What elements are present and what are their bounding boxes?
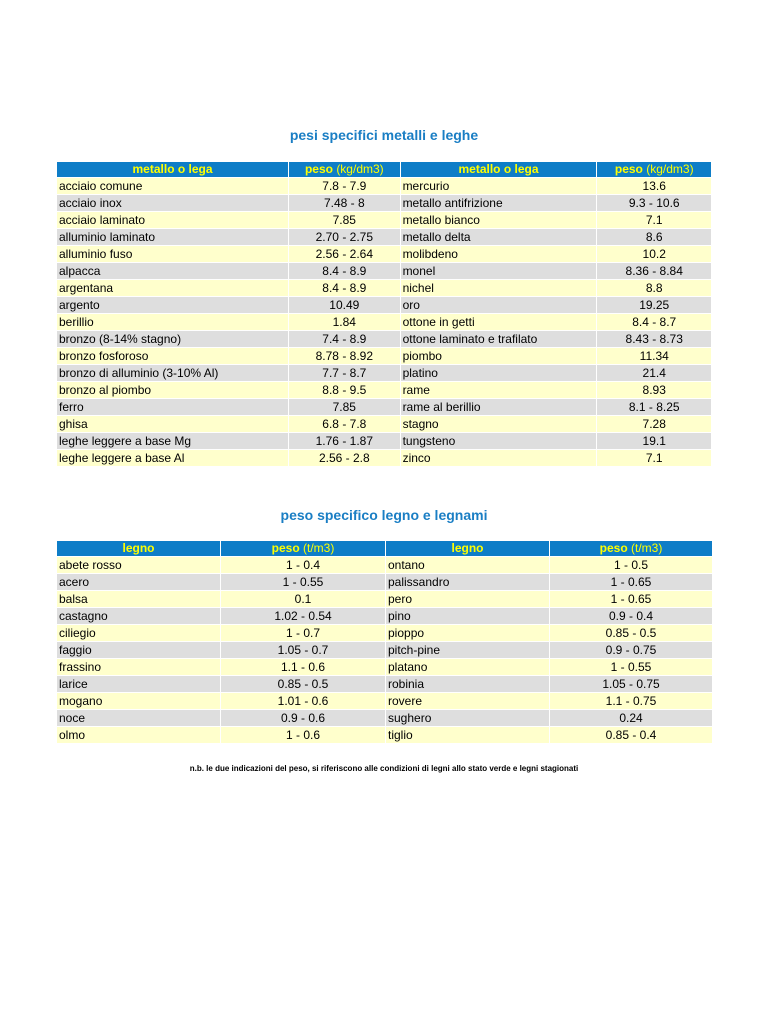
material-name-cell: leghe leggere a base Mg [57, 432, 288, 449]
header-wood-name: legno [57, 540, 220, 556]
material-name-cell: castagno [57, 607, 220, 624]
table-header-row [57, 161, 711, 177]
header-metal-name: metallo o lega [57, 161, 288, 177]
table-row [57, 177, 711, 194]
header-wood-name: legno [386, 540, 549, 556]
table-row [57, 228, 711, 245]
table-row [57, 590, 712, 607]
weight-cell: 1 - 0.4 [221, 556, 385, 573]
material-name-cell: bronzo di alluminio (3-10% Al) [57, 364, 288, 381]
weight-cell: 1.84 [289, 313, 400, 330]
weight-cell: 1.1 - 0.6 [221, 658, 385, 675]
table-row [57, 641, 712, 658]
material-name-cell: ottone laminato e trafilato [401, 330, 597, 347]
table-row [57, 245, 711, 262]
table-row [57, 211, 711, 228]
header-weight [550, 540, 712, 556]
weight-cell: 8.36 - 8.84 [597, 262, 711, 279]
material-name-cell: acero [57, 573, 220, 590]
table-row [57, 573, 712, 590]
weight-cell: 0.9 - 0.4 [550, 607, 712, 624]
weight-cell: 2.70 - 2.75 [289, 228, 400, 245]
header-weight-unit: (kg/dm3) [646, 162, 694, 176]
weight-cell: 2.56 - 2.8 [289, 449, 400, 466]
header-weight-label: peso [304, 162, 333, 176]
weight-cell: 7.48 - 8 [289, 194, 400, 211]
material-name-cell: sughero [386, 709, 549, 726]
material-name-cell: rovere [386, 692, 549, 709]
weight-cell: 7.85 [289, 398, 400, 415]
weight-cell: 10.49 [289, 296, 400, 313]
material-name-cell: acciaio laminato [57, 211, 288, 228]
weight-cell: 0.85 - 0.5 [221, 675, 385, 692]
weight-cell: 7.1 [597, 211, 711, 228]
table-row [57, 556, 712, 573]
material-name-cell: mercurio [401, 177, 597, 194]
weight-cell: 7.4 - 8.9 [289, 330, 400, 347]
material-name-cell: olmo [57, 726, 220, 743]
table-row [57, 262, 711, 279]
weight-cell: 7.8 - 7.9 [289, 177, 400, 194]
material-name-cell: ferro [57, 398, 288, 415]
material-name-cell: robinia [386, 675, 549, 692]
table-row [57, 709, 712, 726]
table-row [57, 432, 711, 449]
weight-cell: 1.05 - 0.75 [550, 675, 712, 692]
header-weight [221, 540, 385, 556]
footnote: n.b. le due indicazioni del peso, si riferiscono alle condizioni di legni allo stato verde e legni stagionati [189, 764, 579, 773]
weight-cell: 19.1 [597, 432, 711, 449]
weight-cell: 21.4 [597, 364, 711, 381]
material-name-cell: mogano [57, 692, 220, 709]
material-name-cell: metallo bianco [401, 211, 597, 228]
weight-cell: 2.56 - 2.64 [289, 245, 400, 262]
material-name-cell: faggio [57, 641, 220, 658]
weight-cell: 1 - 0.5 [550, 556, 712, 573]
header-metal-name: metallo o lega [401, 161, 597, 177]
weight-cell: 1 - 0.65 [550, 573, 712, 590]
material-name-cell: frassino [57, 658, 220, 675]
weight-cell: 8.78 - 8.92 [289, 347, 400, 364]
material-name-cell: bronzo (8-14% stagno) [57, 330, 288, 347]
material-name-cell: noce [57, 709, 220, 726]
material-name-cell: molibdeno [401, 245, 597, 262]
weight-cell: 8.8 [597, 279, 711, 296]
weight-cell: 10.2 [597, 245, 711, 262]
header-weight-unit: (t/m3) [303, 541, 335, 555]
material-name-cell: bronzo fosforoso [57, 347, 288, 364]
weight-cell: 1 - 0.55 [550, 658, 712, 675]
weight-cell: 19.25 [597, 296, 711, 313]
table-row [57, 347, 711, 364]
material-name-cell: ghisa [57, 415, 288, 432]
material-name-cell: argento [57, 296, 288, 313]
table-row [57, 279, 711, 296]
weight-cell: 7.85 [289, 211, 400, 228]
material-name-cell: platano [386, 658, 549, 675]
weight-cell: 0.9 - 0.6 [221, 709, 385, 726]
table-row [57, 675, 712, 692]
weight-cell: 1.02 - 0.54 [221, 607, 385, 624]
material-name-cell: tungsteno [401, 432, 597, 449]
weight-cell: 8.4 - 8.7 [597, 313, 711, 330]
metals-section-title: pesi specifici metalli e leghe [289, 127, 479, 143]
weight-cell: 1 - 0.6 [221, 726, 385, 743]
weight-cell: 13.6 [597, 177, 711, 194]
header-weight [289, 161, 400, 177]
table-row [57, 726, 712, 743]
weight-cell: 11.34 [597, 347, 711, 364]
weight-cell: 8.8 - 9.5 [289, 381, 400, 398]
table-row [57, 194, 711, 211]
material-name-cell: pioppo [386, 624, 549, 641]
material-name-cell: abete rosso [57, 556, 220, 573]
material-name-cell: alpacca [57, 262, 288, 279]
weight-cell: 8.43 - 8.73 [597, 330, 711, 347]
weight-cell: 1 - 0.7 [221, 624, 385, 641]
weight-cell: 1 - 0.65 [550, 590, 712, 607]
table-row [57, 658, 712, 675]
table-row [57, 296, 711, 313]
table-row [57, 624, 712, 641]
weight-cell: 7.28 [597, 415, 711, 432]
weight-cell: 6.8 - 7.8 [289, 415, 400, 432]
weight-cell: 0.85 - 0.4 [550, 726, 712, 743]
table-row [57, 607, 712, 624]
material-name-cell: platino [401, 364, 597, 381]
weight-cell: 7.1 [597, 449, 711, 466]
material-name-cell: piombo [401, 347, 597, 364]
header-weight-unit: (t/m3) [631, 541, 663, 555]
header-weight-label: peso [599, 541, 628, 555]
wood-weight-table [56, 540, 713, 743]
material-name-cell: leghe leggere a base Al [57, 449, 288, 466]
material-name-cell: pitch-pine [386, 641, 549, 658]
material-name-cell: alluminio fuso [57, 245, 288, 262]
weight-cell: 8.4 - 8.9 [289, 279, 400, 296]
material-name-cell: pino [386, 607, 549, 624]
header-weight-unit: (kg/dm3) [336, 162, 384, 176]
weight-cell: 8.6 [597, 228, 711, 245]
material-name-cell: zinco [401, 449, 597, 466]
material-name-cell: ciliegio [57, 624, 220, 641]
material-name-cell: alluminio laminato [57, 228, 288, 245]
material-name-cell: argentana [57, 279, 288, 296]
material-name-cell: berillio [57, 313, 288, 330]
weight-cell: 0.1 [221, 590, 385, 607]
table-row [57, 313, 711, 330]
weight-cell: 0.9 - 0.75 [550, 641, 712, 658]
weight-cell: 1.76 - 1.87 [289, 432, 400, 449]
header-weight [597, 161, 711, 177]
material-name-cell: rame al berillio [401, 398, 597, 415]
header-weight-label: peso [614, 162, 643, 176]
weight-cell: 9.3 - 10.6 [597, 194, 711, 211]
table-row [57, 381, 711, 398]
weight-cell: 1.05 - 0.7 [221, 641, 385, 658]
material-name-cell: palissandro [386, 573, 549, 590]
material-name-cell: ontano [386, 556, 549, 573]
weight-cell: 7.7 - 8.7 [289, 364, 400, 381]
metals-weight-table [56, 161, 712, 466]
material-name-cell: nichel [401, 279, 597, 296]
material-name-cell: tiglio [386, 726, 549, 743]
material-name-cell: acciaio inox [57, 194, 288, 211]
weight-cell: 8.93 [597, 381, 711, 398]
material-name-cell: metallo antifrizione [401, 194, 597, 211]
table-row [57, 692, 712, 709]
table-row [57, 415, 711, 432]
weight-cell: 0.85 - 0.5 [550, 624, 712, 641]
wood-section-title: peso specifico legno e legnami [280, 507, 488, 523]
material-name-cell: monel [401, 262, 597, 279]
weight-cell: 8.1 - 8.25 [597, 398, 711, 415]
table-row [57, 449, 711, 466]
table-row [57, 330, 711, 347]
weight-cell: 1.01 - 0.6 [221, 692, 385, 709]
weight-cell: 1 - 0.55 [221, 573, 385, 590]
material-name-cell: pero [386, 590, 549, 607]
material-name-cell: acciaio comune [57, 177, 288, 194]
material-name-cell: metallo delta [401, 228, 597, 245]
table-row [57, 398, 711, 415]
table-row [57, 364, 711, 381]
material-name-cell: larice [57, 675, 220, 692]
weight-cell: 1.1 - 0.75 [550, 692, 712, 709]
material-name-cell: stagno [401, 415, 597, 432]
material-name-cell: balsa [57, 590, 220, 607]
weight-cell: 8.4 - 8.9 [289, 262, 400, 279]
material-name-cell: ottone in getti [401, 313, 597, 330]
weight-cell: 0.24 [550, 709, 712, 726]
material-name-cell: bronzo al piombo [57, 381, 288, 398]
material-name-cell: oro [401, 296, 597, 313]
material-name-cell: rame [401, 381, 597, 398]
table-header-row [57, 540, 712, 556]
header-weight-label: peso [271, 541, 300, 555]
